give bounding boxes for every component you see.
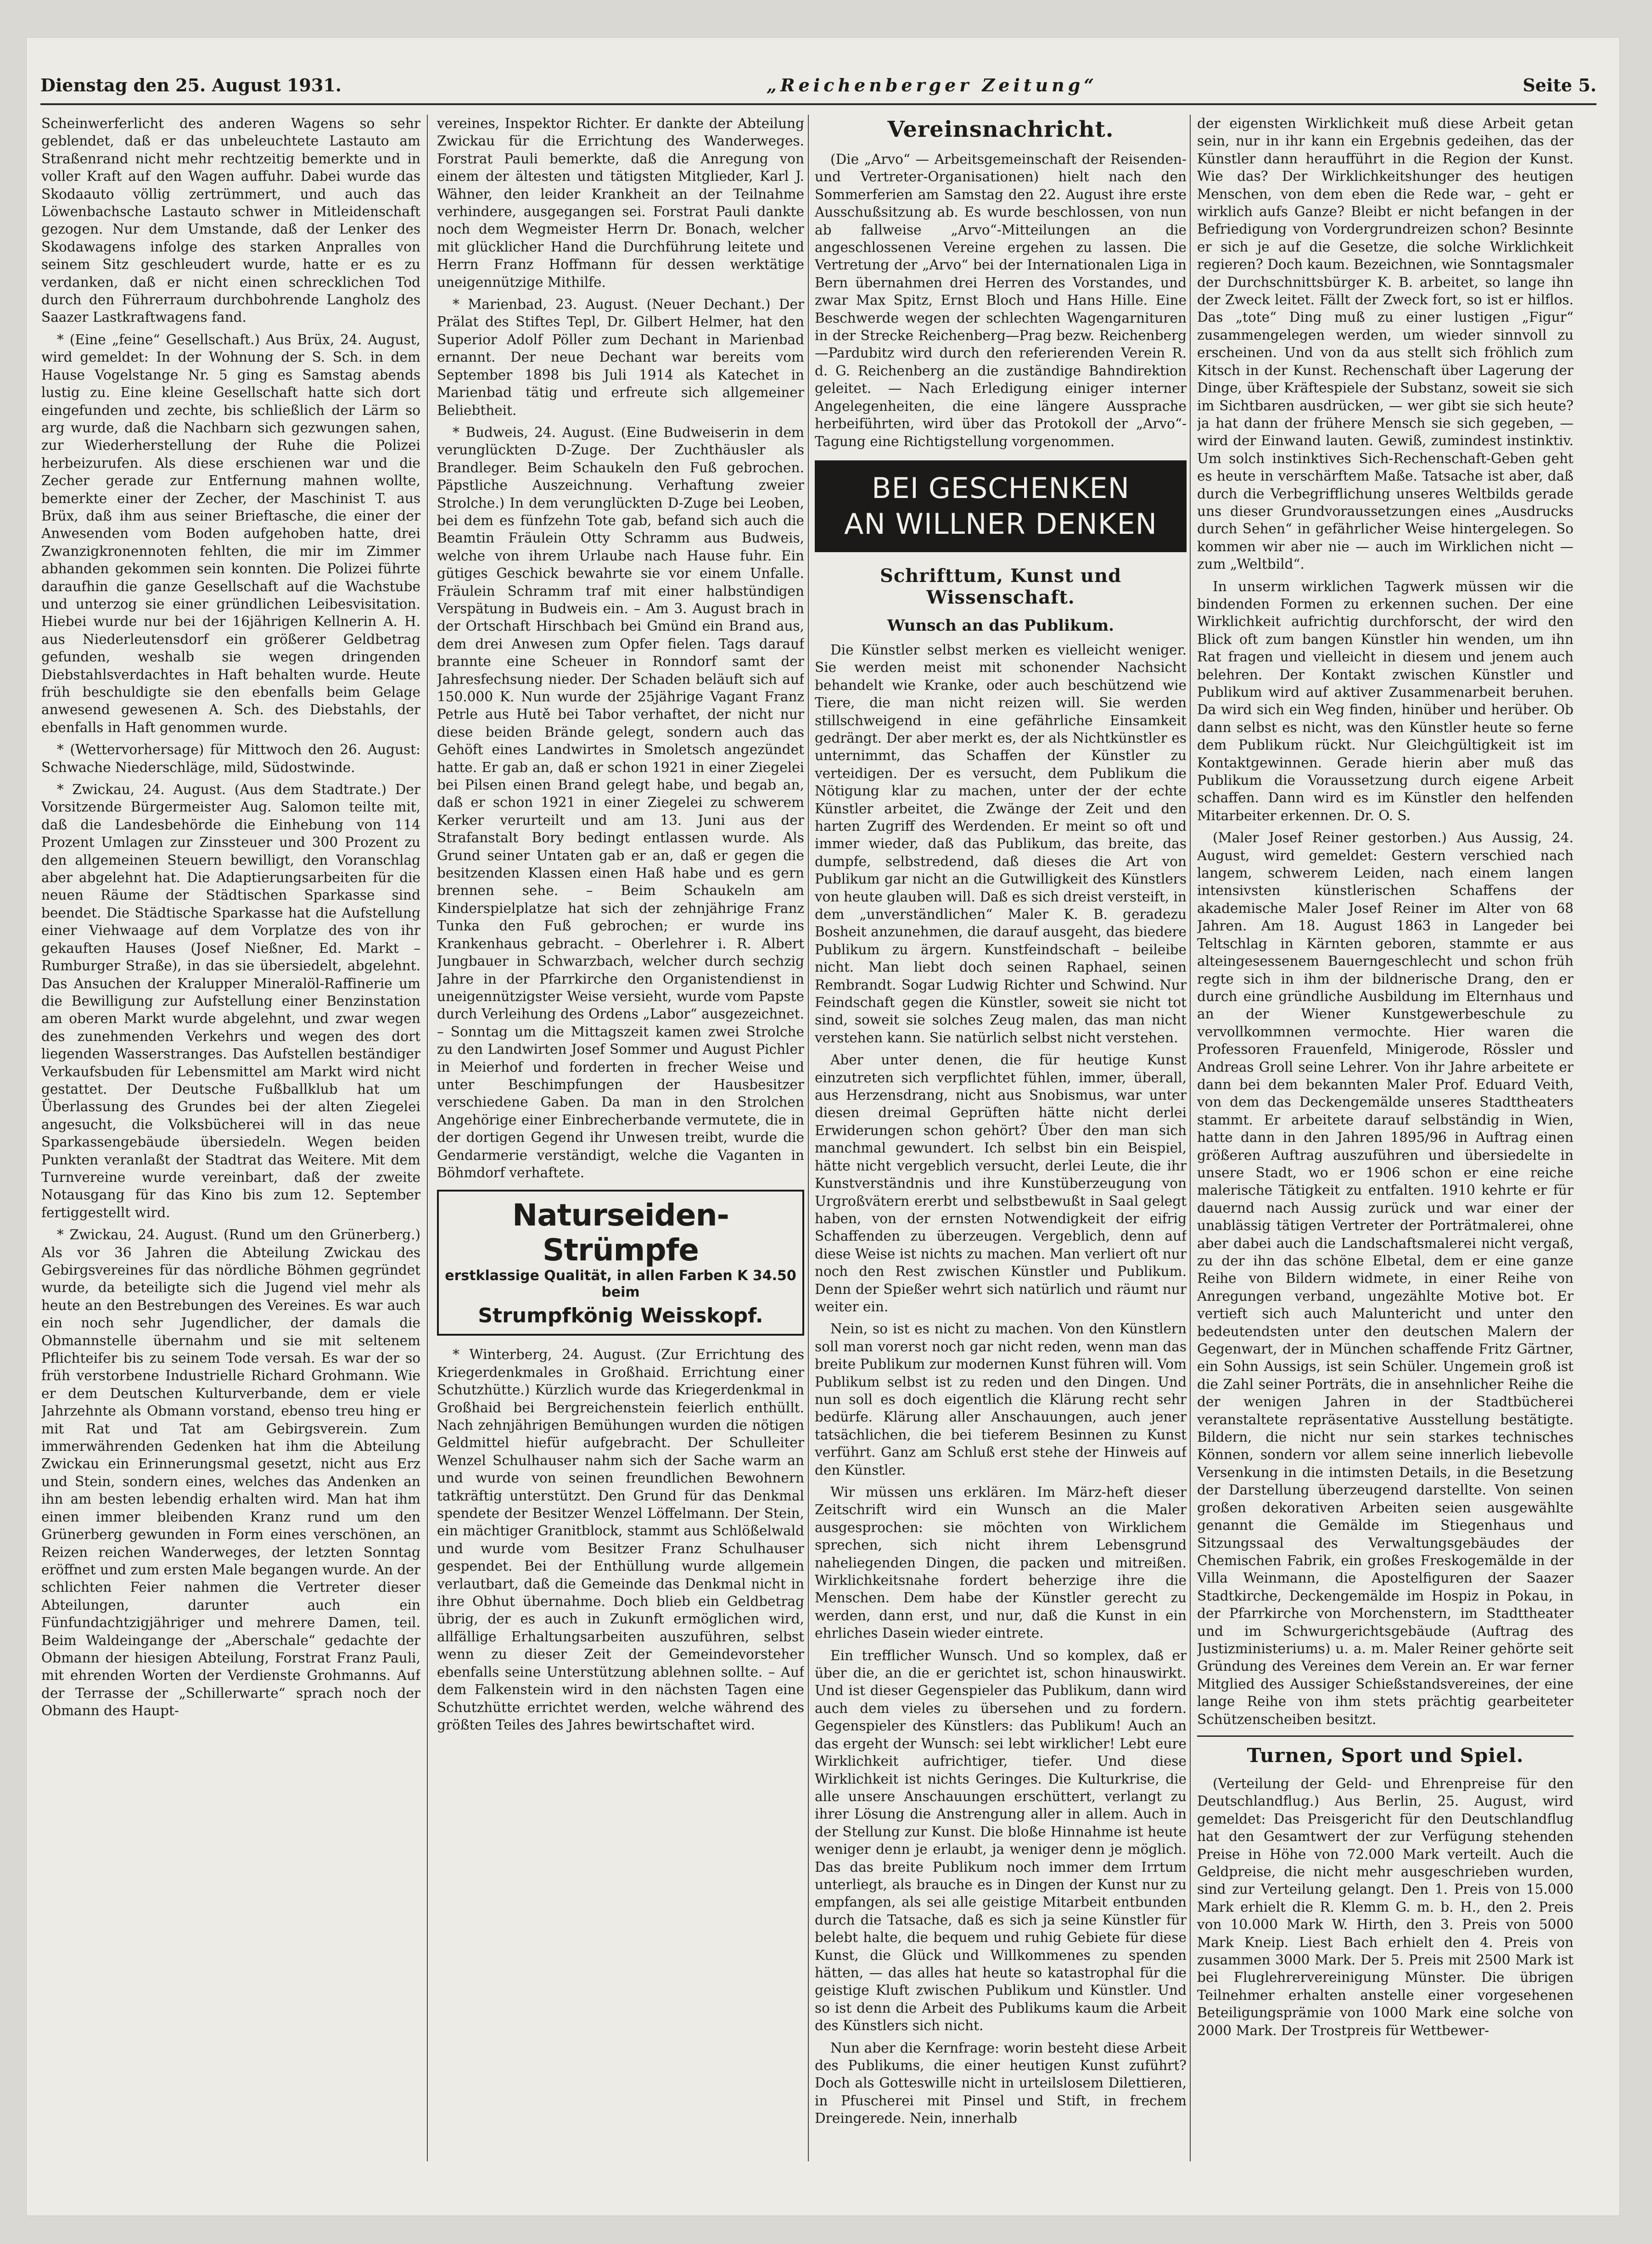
stockings-advertisement <box>437 1190 804 1336</box>
article-paragraph: * (Wettervorhersage) für Mittwoch den 26. August: Schwache Niederschläge, mild, Südostwinde. <box>41 742 420 775</box>
article-paragraph: (Verteilung der Geld- und Ehrenpreise für den Deutschlandflug.) Aus Berlin, 25. August, wird gemeldet: Das Preisgericht für den Deutschlandflug hat den Gesamtwert der zur Verfügung stehenden Preise in Höhe von 72.000 Mark verteilt. Auch die Geldpreise, die nicht mehr ausgeschrieben wurden, sind zur Verteilung gelangt. Den 1. Preis von 15.000 Mark erhielt die R. Klemm G. m. b. H., den 2. Preis von 10.000 Mark W. Hirth, den 3. Preis von 5000 Mark Kneip. Liest Bach erhielt den 4. Preis von zusammen 3000 Mark. Der 5. Preis mit 2500 Mark ist bei Fluglehrervereinigung Münster. Die übrigen Teilnehmer erhalten anstelle einer vorgesehenen Beteiligungsprämie von 1000 Mark eine solche von 2000 Mark. Der Trostpreis für Wettbewer- <box>1197 1775 1574 2038</box>
column-3 <box>815 115 1187 2161</box>
column-2 <box>437 115 804 2161</box>
article-paragraph: vereines, Inspektor Richter. Er dankte der Abteilung Zwickau für die Errichtung des Wanderweges. Forstrat Pauli bemerkte, daß die Anregung von einem der ältesten und tätigsten Mitglieder, Karl J. Wähner, den leider Krankheit an der Teilnahme verhindere, ausgegangen sei. Forstrat Pauli dankte noch dem Wegmeister Herrn Dr. Bonach, welcher mit glücklicher Hand die Durchführung leitete und Herrn Franz Hoffmann für dessen werktätige uneigennützige Mithilfe. <box>437 116 804 290</box>
willner-advertisement <box>815 460 1187 552</box>
article-paragraph: Aber unter denen, die für heutige Kunst einzutreten sich verpflichtet fühlen, immer, überall, aus Herzensdrang, nicht aus Snobismus, war unter diesen dreimal Geprüften hätte nicht derlei Erwiderungen schon gehört? Über den man sich manchmal gewundert. Ich selbst bin ein Beispiel, hätte nicht vergeblich versucht, derlei Leute, die ihr Kunstverständnis und ihre Kunstüberzeugung von Urgroßvätern ererbt und selbstbewußt in Saal gelegt haben, von der ernsten Notwendigkeit der eifrig Schaffenden zu überzeugen. Vergeblich, denn auf diese Weise ist nichts zu machen. Man verliert oft nur noch den Rest zwischen Künstler und Publikum. Denn der Spießer wehrt sich natürlich und räumt nur weiter ein. <box>815 1052 1187 1315</box>
article-paragraph: Nein, so ist es nicht zu machen. Von den Künstlern soll man vorerst noch gar nicht reden, wenn man das breite Publikum zur modernen Kunst führen will. Vom Publikum selbst ist zu reden und den Dingen. Und nun soll es doch eigentlich die Klärung recht sehr bedürfe. Klärung aller Anschauungen, auch jener tatsächlichen, die bei tieferem Besinnen zu Kunst verführt. Ganz am Schluß erst stehe der Hinweis auf den Künstler. <box>815 1321 1187 1478</box>
article-paragraph: (Maler Josef Reiner gestorben.) Aus Aussig, 24. August, wird gemeldet: Gestern verschied nach langem, schwerem Leiden, nach einem langen intensivsten künstlerischen Schaffens der akademische Maler Josef Reiner im Alter von 68 Jahren. Am 18. August 1863 in Langeder bei Teltschlag in Kärnten geboren, stammte er aus alteingesessenem Bauerngeschlecht und schon früh regte sich in ihm der bildnerische Drang, den er durch eine gründliche Ausbildung im Elternhaus und an der Wiener Kunstgewerbeschule zu vervollkommnen vermochte. Hier waren die Professoren Frauenfeld, Minigerode, Rössler und Andreas Groll seine Lehrer. Von ihr Jahre arbeitete er dann bei dem bekannten Maler Prof. Eduard Veith, von dem das Deckengemälde unseres Stadttheaters stammt. Er arbeitete darauf selbständig in Wien, hatte dann in den Jahren 1895/96 in Auftrag einen größeren Auftrag auszuführen und übersiedelte in unsere Stadt, wo er 1906 schon er eine reiche malerische Tätigkeit zu entfalten. 1910 kehrte er für dauernd nach Aussig zurück und war einer der unablässig tätigen Vertreter der Porträtmalerei, ohne aber dabei auch die Landschaftsmalerei nicht vergaß, zu der ihn das schöne Elbetal, dem er eine ganze Reihe von Bildern widmete, in einer Reihe von Anregungen verband, ungezählte Motive bot. Er vertieft sich auch Maluntericht und unter den bedeutendsten unter den deutschen Malern der Gegenwart, der in München schaffende Fritz Gärtner, ein Sohn Aussigs, ist sein Schüler. Ungemein groß ist die Zahl seiner Porträts, die in ansehnlicher Reihe die der wenigen Jahren in der Stadtbücherei veranstaltete repräsentative Ausstellung bestätigte. Bildern, die nicht nur sein starkes technisches Können, sondern vor allem seine innerlich liebevolle Versenkung in die intimsten Details, in die Besetzung der Darstellung überzeugend darstellte. Von seinen großen dekorativen Arbeiten seien ausgewählte genannt die Gemälde im Stiegenhaus und Sitzungssaal des Verwaltungsgebäudes der Chemischen Fabrik, ein großes Freskogemälde in der Villa Weinmann, die Apostelfiguren der Saazer Stadtkirche, Deckengemälde im Hospiz in Pokau, in der Pfarrkirche von Morchenstern, im Stadttheater und im Schwurgerichtsgebäude (Auftrag des Justizministeriums) u. a. m. Maler Reiner gehörte seit Gründung des Vereines dem Verein an. Er war ferner Mitglied des Aussiger Schießstandsvereines, der eine lange Reihe von ihm stets prächtig gearbeiteter Schützenscheiben besitzt. <box>1197 830 1574 1727</box>
masthead <box>40 67 1596 105</box>
ad-brand: Strumpfkönig Weisskopf. <box>478 1304 763 1328</box>
issue-date: Dienstag den 25. August 1931. <box>40 74 342 95</box>
column-1 <box>41 115 420 2161</box>
page-number: Seite 5. <box>1523 74 1596 95</box>
article-paragraph: * Winterberg, 24. August. (Zur Errichtung des Kriegerdenkmales in Großhaid. Errichtung einer Schutzhütte.) Kürzlich wurde das Kriegerdenkmal in Großhaid bei Bergreichenstein feierlich enthüllt. Nach zehnjährigen Bemühungen wurden die nötigen Geldmittel hiefür aufgebracht. Der Schulleiter Wenzel Schulhauser nahm sich der Sache warm an und wurde von seinen freundlichen Bewohnern tatkräftig unterstützt. Den Grund für das Denkmal spendete der Besitzer Wenzel Löffelmann. Der Stein, ein mächtiger Granitblock, stammt aus Schlößelwald und wurde vom Besitzer Franz Schulhauser gespendet. Bei der Enthüllung wurde allgemein verlautbart, daß die Gemeinde das Denkmal nicht in ihre Obhut übernahme. Doch blieb ein Geldbetrag übrig, der es auch in Zukunft ermöglichen wird, allfällige Erhaltungsarbeiten auszuführen, selbst wenn zu dieser Zeit der Gemeindevorsteher ebenfalls seine Unterstützung ablehnen sollte. – Auf dem Falkenstein wird in den nächsten Tagen eine Schutzhütte errichtet werden, welche während des größten Teiles des Jahres bewirtschaftet wird. <box>437 1347 804 1733</box>
article-paragraph: Die Künstler selbst merken es vielleicht weniger. Sie werden meist mit schonender Nachsicht behandelt wie Kranke, oder auch beschützend wie Tiere, die man nicht reizen will. Sie werden stillschweigend in eine gefährliche Einsamkeit gedrängt. Der aber merkt es, der als Nichtkünstler es unternimmt, das Schaffen der Künstler zu verteidigen. Der es versucht, dem Publikum die Nötigung klar zu machen, unter der der echte Künstler arbeitet, die Zwänge der Zeit und den harten Zugriff des Werdenden. Er meint so oft und immer wieder, daß das Publikum, das breite, das dumpfe, selbstredend, daß dieses die Art von Publikum gar nicht an die Gutwilligkeit des Künstlers von heute glauben will. Daß es sich dreist versteift, in dem „unverständlichen“ Maler K. B. geradezu Bosheit anzunehmen, die darauf ausgeht, das biedere Publikum zu ärgern. Kunstfeindschaft – beileibe nicht. Man liebt doch seinen Raphael, seinen Rembrandt. Sogar Ludwig Richter und Schwind. Nur Feindschaft gegen die Künstler, soweit sie nicht tot sind, soweit sie solches Zeug malen, das man nicht verstehen kann. Sie natürlich selbst nicht verstehen. <box>815 642 1187 1046</box>
column-rule <box>1190 115 1191 2161</box>
column-rule <box>427 115 428 2161</box>
ad-line: BEI GESCHENKEN <box>872 471 1130 505</box>
section-heading: Turnen, Sport und Spiel. <box>1247 1744 1524 1767</box>
column-rule <box>808 115 809 2161</box>
article-paragraph: * Budweis, 24. August. (Eine Budweiserin in dem verunglückten D-Zuge. Der Zuchthäusler als Brandleger. Beim Schaukeln den Fuß gebrochen. Päpstliche Auszeichnung. Verhaftung zweier Strolche.) In dem verunglückten D-Zuge bei Leoben, bei dem es fünfzehn Tote gab, befand sich auch die Beamtin Fräulein Otty Schramm aus Budweis, welche von ihrem Urlaube nach Hause fuhr. Ein gütiges Geschick bewahrte sie vor einem Unfalle. Fräulein Schramm traf mit einer halbstündigen Verspätung in Budweis ein. – Am 3. August brach in der Ortschaft Hirschbach bei Gmünd ein Brand aus, dem drei Anwesen zum Opfer fielen. Tags darauf brannte eine Scheuer in Ronndorf samt der Jahresfechsung nieder. Der Schaden beläuft sich auf 150.000 K. Nun wurde der 25jährige Vagant Franz Petrle aus Hutě bei Tabor verhaftet, der nicht nur diese beiden Brände gelegt, sondern auch das Gehöft eines Landwirtes in Smoletsch angezündet hatte. Er gab an, daß er schon 1921 in einer Ziegelei bei Pilsen einen Brand gelegt habe, und begab an, daß er schon 1921 in einer Ziegelei zu schwerem Kerker verurteilt und am 13. Juni aus der Strafanstalt Bory bedingt entlassen wurde. Als Grund seiner Untaten gab er an, daß er gegen die besitzenden Klassen einen Haß habe und es gern brennen sehe. – Beim Schaukeln am Kinderspielplatze hat sich der zehnjährige Franz Tunka den Fuß gebrochen; er wurde ins Krankenhaus gebracht. – Oberlehrer i. R. Albert Jungbauer in Schwarzbach, welcher durch sechzig Jahre in der Pfarrkirche den Organistendienst in uneigennützigster Weise versieht, wurde vom Papste durch Verleihung des Ordens „Labor“ ausgezeichnet. – Sonntag um die Mittagszeit kamen zwei Strolche zu den Landwirten Josef Sommer und August Pichler in Meierhof und forderten in frecher Weise und unter Beschimpfungen der Hausbesitzer verschiedene Gaben. Da man in den Strolchen Angehörige einer Einbrecherbande vermutete, die in der dortigen Gegend ihr Unwesen treibt, wurde die Gendarmerie verständigt, welche die Vaganten in Böhmdorf verhaftete. <box>437 424 804 1181</box>
article-paragraph: (Die „Arvo“ — Arbeitsgemeinschaft der Reisenden- und Vertreter-Organisationen) hielt nach den Sommerferien am Samstag den 22. August ihre erste Ausschußsitzung ab. Es wurde beschlossen, von nun ab fallweise „Arvo“-Mitteilungen an die angeschlossenen Vereine ergehen zu lassen. Die Vertretung der „Arvo“ bei der Internationalen Liga in Bern übernahmen drei Herren des Vorstandes, und zwar Max Spitz, Ernst Bloch und Hans Hille. Eine Beschwerde wegen der schlechten Wagengarnituren in der Strecke Reichenberg—Prag bezw. Reichenberg—Pardubitz wird durch den referierenden Verein R. d. G. Reichenberg an die zuständige Bahndirektion geleitet. — Nach Erledigung einiger interner Angelegenheiten, die eine längere Aussprache herbeiführten, wird über das Protokoll der „Arvo“-Tagung eine Richtigstellung vorgenommen. <box>815 151 1187 449</box>
section-heading: Vereinsnachricht. <box>887 117 1114 142</box>
article-paragraph: * (Eine „feine“ Gesellschaft.) Aus Brüx, 24. August, wird gemeldet: In der Wohnung der S. Sch. in dem Hause Vogelstange Nr. 5 ging es Samstag abends lustig zu. Eine kleine Gesellschaft hatte sich dort eingefunden und zechte, bis schließlich der Lärm so arg wurde, daß die Nachbarn sich gezwungen sahen, zur Wiederherstellung der Ruhe die Polizei herbeizurufen. Als diese erschienen war und die Zecher gerade zur Entfernung mahnen wollte, bemerkte einer der Zecher, der Maschinist T. aus Brüx, daß ihm aus seiner Brieftasche, die einer der Anwesenden vom Boden aufgehoben hatte, drei Zwanzigkronennoten fehlten, die mir im Zimmer abhanden gekommen sein konnten. Die Polizei führte daraufhin die ganze Gesellschaft auf die Wachstube und unterzog sie einer gründlichen Leibesvisitation. Hiebei wurde nur bei der 16jährigen Kellnerin A. H. aus Niederleutensdorf ein größerer Geldbetrag gefunden, weshalb sie wegen dringenden Diebstahlsverdachtes in Haft behalten wurde. Heute früh beschuldigte sie den ebenfalls beim Gelage anwesend gewesenen A. Sch. des Diebstahls, der ebenfalls in Haft genommen wurde. <box>41 331 420 735</box>
article-title: Wunsch an das Publikum. <box>887 616 1114 635</box>
ad-text: erstklassige Qualität, in allen Farben K 34.50 beim <box>445 1268 796 1301</box>
article-paragraph: * Marienbad, 23. August. (Neuer Dechant.) Der Prälat des Stiftes Tepl, Dr. Gilbert Helmer, hat den Superior Adolf Pöller zum Dechant in Marienbad ernannt. Der neue Dechant war bereits vom September 1898 bis Juli 1914 als Katechet in Marienbad tätig und erfreute sich allgemeiner Beliebtheit. <box>437 297 804 418</box>
newspaper-title: „Reichenberger Zeitung“ <box>767 74 1098 95</box>
column-4 <box>1197 115 1574 2161</box>
ad-line: AN WILLNER DENKEN <box>844 507 1158 541</box>
article-paragraph: der eigensten Wirklichkeit muß diese Arbeit getan sein, nur in ihr kann ein Ergebnis gedeihen, das der Künstler dann heraufführt in die Region der Kunst. Wie das? Der Wirklichkeitshunger des heutigen Menschen, von dem eben die Rede war, – geht er wirklich aufs Ganze? Bleibt er nicht befangen in der Befriedigung von Vordergrundreizen schon? Besinnte er sich je auf die Gesetze, die solche Wirklichkeit regieren? Doch kaum. Bezeichnen, wie Sonntagsmaler der Durchschnittsbürger K. B. arbeitet, so lange ihn der Zweck leitet. Fällt der Zweck fort, so ist er hilflos. Das „tote“ Ding muß zu einer lustigen „Figur“ zusammengelegen werden, um wieder sinnvoll zu erscheinen. Und von da aus stellt sich fröhlich zum Kitsch in der Kunst. Rechenschaft über Lagerung der Dinge, über Kräftespiele der Substanz, soweit sie sich im Sichtbaren ausdrücken, — wer gibt sie sich heute? ja hat dann der frühere Mensch sie sich gegeben, — wird der Einwand lauten. Gewiß, zumindest instinktiv. Um solch instinktives Sich-Rechenschaft-Geben geht es heute in verschärftem Maße. Tatsache ist aber, daß durch die Verbegrifflichung unseres Weltbilds gerade uns dieser Grundvoraussetzungen eines „Ausdrucks durch Sehen“ in gefährlicher Weise hintergelegen. So kommen wir aber nie — auch im Wirklichen nicht — zum „Weltbild“. <box>1197 116 1574 572</box>
ad-headline: Naturseiden-Strümpfe <box>512 1198 729 1268</box>
article-paragraph: * Zwickau, 24. August. (Rund um den Grünerberg.) Als vor 36 Jahren die Abteilung Zwickau des Gebirgsvereines für das nördliche Böhmen gegründet wurde, da beteiligte sich die Jugend viel mehr als heute an den Bestrebungen des Vereines. Es war auch ein noch sehr Jugendlicher, der damals die Obmannstelle übernahm und sie mit seltenem Pflichteifer bis zu seinem Tode versah. Es war der so früh verstorbene Industrielle Richard Grohmann. Wie er dem Deutschen Kulturverbande, dem er viele Jahrzehnte als Obmann vorstand, ebenso treu hing er mit Rat und Tat am Gebirgsverein. Zum immerwährenden Gedenken hat ihm die Abteilung Zwickau ein Erinnerungsmal gesetzt, nicht aus Erz und Stein, sondern eines, welches das Andenken an ihn am besten lebendig erhalten wird. Man hat ihm einen immer bleibenden Kranz rund um den Grünerberg gewunden in Form eines verschönen, an Reizen reichen Wanderweges, der letzten Sonntag eröffnet und zum ersten Male begangen wurde. An der schlichten Feier nahmen die Vertreter dieser Abteilungen, darunter auch ein Fünfundachtzigjähriger und mehrere Damen, teil. Beim Waldeingange der „Aberschale“ gedachte der Obmann der hiesigen Abteilung, Forstrat Franz Pauli, mit ehrenden Worten der Verdienste Grohmanns. Auf der Terrasse der „Schillerwarte“ sprach noch der Obmann des Haupt- <box>41 1227 420 1719</box>
article-paragraph: Nun aber die Kernfrage: worin besteht diese Arbeit des Publikums, die einer heutigen Kunst zuführt? Doch als Gotteswille nicht in urteilslosem Dilettieren, in Pfuscherei mit Pinsel und Stift, in frechem Dreingerede. Nein, innerhalb <box>815 2040 1187 2126</box>
article-paragraph: * Zwickau, 24. August. (Aus dem Stadtrate.) Der Vorsitzende Bürgermeister Aug. Salomon teilte mit, daß die Landesbehörde die Einhebung von 114 Prozent Umlagen zur Zinssteuer und 300 Prozent zu den allgemeinen Steuern bewilligt, den Voranschlag aber abgelehnt hat. Die Adaptierungsarbeiten für die neuen Räume der Städtischen Sparkasse sind beendet. Die Städtische Sparkasse hat die Aufstellung einer Viehwaage auf dem Vorplatze des von ihr gekauften Hauses (Josef Nießner, Ed. Markt – Rumburger Straße), in das sie übersiedelt, abgelehnt. Das Ansuchen der Kralupper Mineralöl-Raffinerie um die Bewilligung zur Aufstellung einer Benzinstation am oberen Markt wurde abgelehnt, und zwar wegen des zunehmenden Verkehrs und wegen des dort liegenden Wasserstranges. Das Aufstellen beständiger Verkaufsbuden für Lebensmittel am Markt wird nicht gestattet. Der Deutsche Fußballklub hat um Überlassung des Grundes bei der alten Ziegelei angesucht, die Volksbücherei will in das neue Sparkassengebäude übersiedeln. Wegen beiden Punkten veranlaßt der Stadtrat das Weitere. Mit dem Turnvereine wurde vereinbart, daß der zweite Notausgang für das Kino bis zum 12. September fertiggestellt wird. <box>41 782 420 1220</box>
section-heading: Schrifttum, Kunst und Wissenschaft. <box>879 565 1122 608</box>
article-paragraph: Ein trefflicher Wunsch. Und so komplex, daß er über die, an die er gerichtet ist, schon hinauswirkt. Und ist dieser Gegenspieler das Publikum, dann wird auch dem vieles zu übersehen und zu fordern. Gegenspieler des Künstlers: das Publikum! Auch an das ergeht der Wunsch: sei lebt wirklicher! Lebt eure Wirklichkeit aufrichtiger, tiefer. Und diese Wirklichkeit ist nichts Geringes. Die Kulturkrise, die alle unsere Anschauungen erschüttert, verlangt zu ihrer Lösung die Anstrengung aller in allem. Auch in der Stellung zur Kunst. Die bloße Hinnahme ist heute weniger denn je erlaubt, ja weniger denn je möglich. Das das breite Publikum noch immer dem Irrtum unterliegt, als brauche es in Dingen der Kunst nur zu empfangen, als sei alle geistige Mitarbeit entbunden durch die Tatsache, daß es sich ja seine Künstler für belebt halte, die bequem und ruhig Gebiete für diese Kunst, die Glück und Willkommenes zu spenden hätten, — das alles hat heute so katastrophal für die geistige Kluft zwischen Publikum und Künstler. Und so ist denn die Arbeit des Publikums kaum die Arbeit des Künstlers sich nicht. <box>815 1647 1187 2034</box>
article-paragraph: Wir müssen uns erklären. Im März-heft dieser Zeitschrift wird ein Wunsch an die Maler ausgesprochen: sie möchten von Wirklichem sprechen, sich nicht ihrem Lebensgrund naheliegenden Dingen, die packen und mitreißen. Wirklichkeitsnahe fordert beherzige ihre die Menschen. Dem habe der Künstler gerecht zu werden, dann erst, und nur, daß die Kunst in ein ehrliches Dasein wieder eintrete. <box>815 1484 1187 1641</box>
article-paragraph: Scheinwerferlicht des anderen Wagens so sehr geblendet, daß er das unbeleuchtete Lastauto am Straßenrand nicht mehr rechtzeitig bemerkte und in voller Kraft auf den Wagen auffuhr. Dabei wurde das Skodaauto völlig zertrümmert, und auch das Löwenbachsche Lastauto schwer in Mitleidenschaft gezogen. Nur dem Umstande, daß der Lenker des Skodawagens infolge des starken Anpralles von seinem Sitz geschleudert wurde, hatte er es zu verdanken, daß er nicht einen schrecklichen Tod durch den Führerraum durchbohrende Langholz des Saazer Lastkraftwagens fand. <box>41 116 420 325</box>
article-paragraph: In unserm wirklichen Tagwerk müssen wir die bindenden Formen zu erkennen suchen. Der eine Wirklichkeit aufrichtig durchforscht, der wird den Blick oft zum bangen Künstler hin wenden, um ihn Rat fragen und vielleicht in diesem und jenem auch belehren. Der Kontakt zwischen Künstler und Publikum wird auf aktiver Zusammenarbeit beruhen. Da wird sich ein Weg finden, hinüber und herüber. Ob dann selbst es nicht, was den Künstler heute so ferne dem Publikum rückt. Nur Gleichgültigkeit ist im Kontaktgewinnen. Gerade hierin aber muß das Publikum die Voraussetzung durch eigene Arbeit schaffen. Dann wird es im Künstler den helfenden Mitarbeiter erkennen. Dr. O. S. <box>1197 578 1574 823</box>
section-divider <box>1197 1735 1574 1737</box>
